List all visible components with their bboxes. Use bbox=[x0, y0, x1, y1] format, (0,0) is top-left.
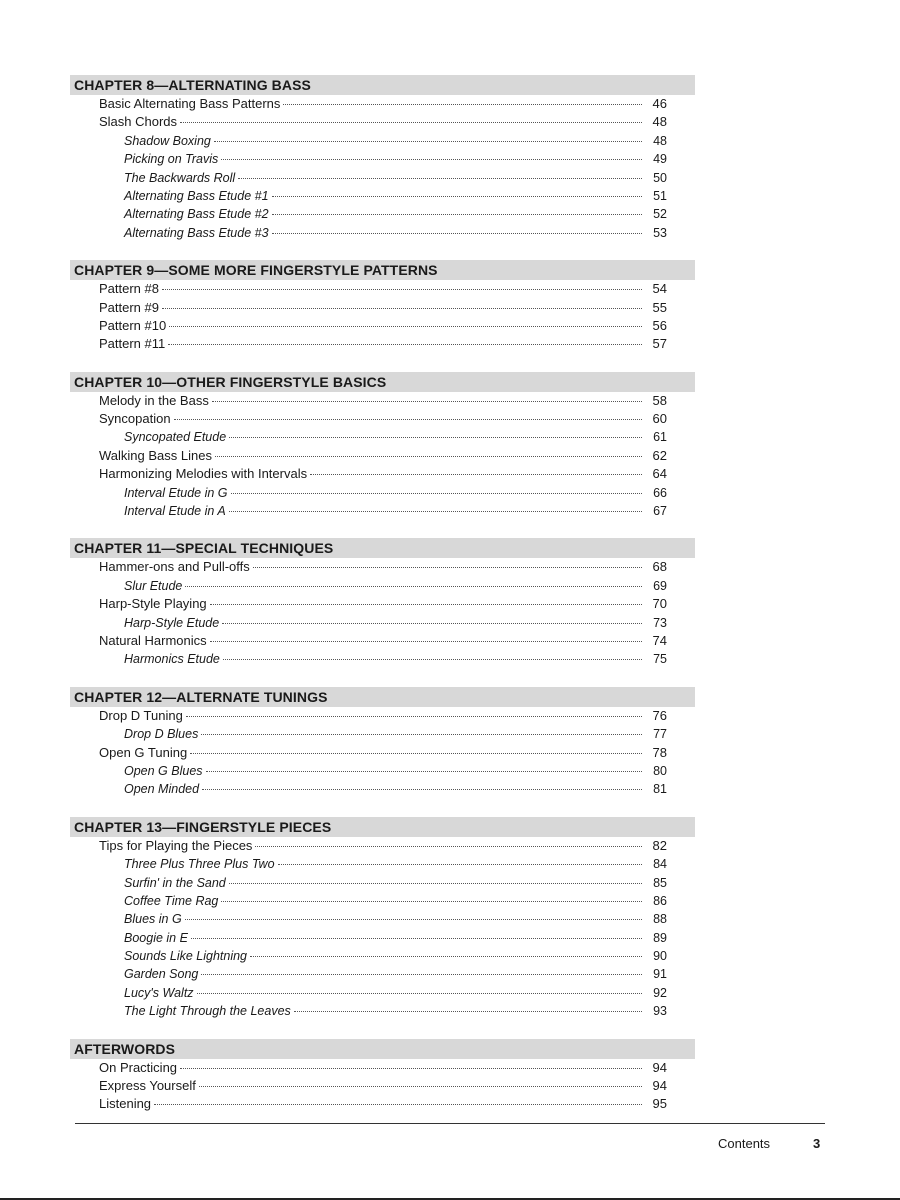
chapter-section bbox=[70, 687, 695, 799]
toc-entry bbox=[70, 632, 695, 650]
dot-leader bbox=[272, 196, 642, 197]
chapter-heading: AFTERWORDS bbox=[70, 1039, 695, 1059]
toc-subentry bbox=[70, 205, 695, 223]
chapter-section bbox=[70, 75, 695, 242]
dot-leader bbox=[272, 233, 642, 234]
dot-leader bbox=[169, 326, 642, 327]
footer-label: Contents bbox=[718, 1136, 771, 1151]
dot-leader bbox=[215, 456, 642, 457]
toc-entry bbox=[70, 744, 695, 762]
dot-leader bbox=[253, 567, 642, 568]
entry-title: Open G Tuning bbox=[99, 744, 188, 760]
entry-title: Harp-Style Playing bbox=[99, 596, 207, 612]
entry-title: Hammer-ons and Pull-offs bbox=[99, 559, 250, 575]
dot-leader bbox=[180, 1068, 642, 1069]
dot-leader bbox=[201, 974, 642, 975]
toc-entry bbox=[70, 1095, 695, 1113]
entry-page-number: 53 bbox=[653, 225, 667, 240]
dot-leader bbox=[162, 308, 642, 309]
toc-subentry bbox=[70, 428, 695, 446]
chapter-heading: CHAPTER 13—FINGERSTYLE PIECES bbox=[70, 817, 695, 837]
footer-page-number: 3 bbox=[813, 1136, 821, 1151]
entry-title: The Light Through the Leaves bbox=[124, 1004, 291, 1019]
toc-entry bbox=[70, 1059, 695, 1077]
footer-rule bbox=[75, 1123, 825, 1124]
entry-page-number: 67 bbox=[653, 504, 667, 519]
table-of-contents bbox=[70, 75, 695, 1132]
toc-entry bbox=[70, 707, 695, 725]
entry-title: Three Plus Three Plus Two bbox=[124, 857, 275, 872]
dot-leader bbox=[310, 474, 642, 475]
entry-page-number: 64 bbox=[652, 466, 667, 482]
entry-title: Slur Etude bbox=[124, 578, 183, 593]
entry-title: Alternating Bass Etude #2 bbox=[124, 207, 269, 222]
toc-subentry bbox=[70, 929, 695, 947]
entry-page-number: 86 bbox=[653, 893, 667, 908]
entry-page-number: 77 bbox=[653, 727, 667, 742]
dot-leader bbox=[278, 864, 642, 865]
entry-title: Alternating Bass Etude #1 bbox=[124, 188, 269, 203]
entry-title: On Practicing bbox=[99, 1059, 178, 1075]
entry-page-number: 92 bbox=[653, 985, 667, 1000]
dot-leader bbox=[229, 511, 642, 512]
toc-subentry bbox=[70, 780, 695, 798]
entry-page-number: 57 bbox=[652, 336, 667, 352]
dot-leader bbox=[186, 716, 642, 717]
entry-page-number: 55 bbox=[652, 299, 667, 315]
entry-page-number: 94 bbox=[652, 1078, 667, 1094]
toc-subentry bbox=[70, 725, 695, 743]
dot-leader bbox=[185, 586, 642, 587]
dot-leader bbox=[197, 993, 642, 994]
entry-title: Natural Harmonics bbox=[99, 632, 207, 648]
toc-entry bbox=[70, 1077, 695, 1095]
dot-leader bbox=[210, 604, 642, 605]
toc-entry bbox=[70, 335, 695, 353]
entry-page-number: 74 bbox=[652, 632, 667, 648]
dot-leader bbox=[229, 437, 642, 438]
entry-page-number: 88 bbox=[653, 912, 667, 927]
toc-entry bbox=[70, 447, 695, 465]
chapter-heading: CHAPTER 12—ALTERNATE TUNINGS bbox=[70, 687, 695, 707]
entry-title: Coffee Time Rag bbox=[124, 893, 219, 908]
entry-title: Pattern #10 bbox=[99, 317, 167, 333]
chapter-section bbox=[70, 372, 695, 521]
entry-page-number: 75 bbox=[653, 652, 667, 667]
dot-leader bbox=[221, 901, 642, 902]
chapter-section bbox=[70, 538, 695, 668]
entry-title: Shadow Boxing bbox=[124, 133, 211, 148]
toc-subentry bbox=[70, 947, 695, 965]
entry-page-number: 54 bbox=[652, 281, 667, 297]
dot-leader bbox=[185, 919, 642, 920]
entry-title: Pattern #11 bbox=[99, 336, 166, 352]
chapter-section bbox=[70, 817, 695, 1021]
entry-title: Listening bbox=[99, 1096, 152, 1112]
entry-title: Interval Etude in A bbox=[124, 504, 226, 519]
toc-subentry bbox=[70, 614, 695, 632]
dot-leader bbox=[229, 883, 642, 884]
entry-title: Picking on Travis bbox=[124, 152, 219, 167]
dot-leader bbox=[222, 623, 642, 624]
toc-subentry bbox=[70, 577, 695, 595]
dot-leader bbox=[294, 1011, 642, 1012]
toc-entry bbox=[70, 837, 695, 855]
toc-subentry bbox=[70, 965, 695, 983]
entry-page-number: 76 bbox=[652, 707, 667, 723]
dot-leader bbox=[190, 753, 642, 754]
toc-entry bbox=[70, 95, 695, 113]
entry-title: Basic Alternating Bass Patterns bbox=[99, 96, 281, 111]
entry-title: Surfin' in the Sand bbox=[124, 875, 226, 890]
entry-page-number: 73 bbox=[653, 615, 667, 630]
toc-entry bbox=[70, 465, 695, 483]
entry-page-number: 68 bbox=[652, 559, 667, 575]
toc-subentry bbox=[70, 224, 695, 242]
chapter-heading: CHAPTER 9—SOME MORE FINGERSTYLE PATTERNS bbox=[70, 260, 695, 280]
entry-title: Walking Bass Lines bbox=[99, 447, 212, 463]
entry-title: Harmonics Etude bbox=[124, 652, 220, 667]
dot-leader bbox=[191, 938, 642, 939]
entry-title: Slash Chords bbox=[99, 114, 178, 130]
entry-page-number: 69 bbox=[653, 578, 667, 593]
entry-page-number: 91 bbox=[653, 967, 667, 982]
entry-page-number: 85 bbox=[653, 875, 667, 890]
entry-page-number: 82 bbox=[652, 837, 667, 853]
entry-title: Harmonizing Melodies with Intervals bbox=[99, 466, 308, 482]
dot-leader bbox=[250, 956, 642, 957]
toc-subentry bbox=[70, 169, 695, 187]
entry-title: Tips for Playing the Pieces bbox=[99, 837, 253, 853]
entry-page-number: 50 bbox=[653, 170, 667, 185]
entry-title: Open G Blues bbox=[124, 763, 203, 778]
toc-subentry bbox=[70, 892, 695, 910]
entry-title: Pattern #8 bbox=[99, 281, 159, 297]
dot-leader bbox=[283, 104, 642, 105]
dot-leader bbox=[238, 178, 642, 179]
entry-page-number: 80 bbox=[653, 763, 667, 778]
entry-page-number: 93 bbox=[653, 1004, 667, 1019]
toc-subentry bbox=[70, 984, 695, 1002]
toc-subentry bbox=[70, 150, 695, 168]
entry-page-number: 95 bbox=[652, 1096, 667, 1112]
entry-title: Open Minded bbox=[124, 782, 200, 797]
dot-leader bbox=[214, 141, 642, 142]
entry-page-number: 84 bbox=[653, 857, 667, 872]
chapter-heading: CHAPTER 11—SPECIAL TECHNIQUES bbox=[70, 538, 695, 558]
toc-entry bbox=[70, 299, 695, 317]
entry-title: Drop D Tuning bbox=[99, 707, 183, 723]
chapter-section bbox=[70, 1039, 695, 1114]
dot-leader bbox=[199, 1086, 642, 1087]
entry-title: Alternating Bass Etude #3 bbox=[124, 225, 269, 240]
dot-leader bbox=[168, 344, 642, 345]
toc-entry bbox=[70, 595, 695, 613]
entry-title: Blues in G bbox=[124, 912, 182, 927]
toc-subentry bbox=[70, 650, 695, 668]
entry-title: Interval Etude in G bbox=[124, 485, 228, 500]
entry-page-number: 58 bbox=[652, 392, 667, 408]
entry-page-number: 66 bbox=[653, 485, 667, 500]
toc-subentry bbox=[70, 187, 695, 205]
dot-leader bbox=[255, 846, 642, 847]
entry-title: Express Yourself bbox=[99, 1078, 196, 1094]
toc-entry bbox=[70, 558, 695, 576]
chapter-section bbox=[70, 260, 695, 354]
entry-title: Syncopated Etude bbox=[124, 430, 227, 445]
entry-page-number: 94 bbox=[652, 1059, 667, 1075]
dot-leader bbox=[162, 289, 642, 290]
entry-title: Melody in the Bass bbox=[99, 392, 209, 408]
entry-title: Lucy's Waltz bbox=[124, 985, 194, 1000]
entry-page-number: 46 bbox=[652, 96, 667, 111]
toc-subentry bbox=[70, 762, 695, 780]
entry-page-number: 90 bbox=[653, 949, 667, 964]
toc-subentry bbox=[70, 910, 695, 928]
toc-subentry bbox=[70, 502, 695, 520]
entry-page-number: 52 bbox=[653, 207, 667, 222]
toc-entry bbox=[70, 317, 695, 335]
toc-subentry bbox=[70, 484, 695, 502]
entry-page-number: 78 bbox=[652, 744, 667, 760]
entry-title: Garden Song bbox=[124, 967, 199, 982]
entry-page-number: 49 bbox=[653, 152, 667, 167]
dot-leader bbox=[154, 1104, 642, 1105]
toc-subentry bbox=[70, 132, 695, 150]
entry-page-number: 51 bbox=[653, 188, 667, 203]
dot-leader bbox=[221, 159, 642, 160]
entry-page-number: 62 bbox=[652, 447, 667, 463]
dot-leader bbox=[231, 493, 642, 494]
chapter-heading: CHAPTER 10—OTHER FINGERSTYLE BASICS bbox=[70, 372, 695, 392]
entry-title: The Backwards Roll bbox=[124, 170, 236, 185]
toc-entry bbox=[70, 410, 695, 428]
dot-leader bbox=[210, 641, 642, 642]
entry-page-number: 81 bbox=[653, 782, 667, 797]
dot-leader bbox=[272, 214, 642, 215]
entry-page-number: 61 bbox=[653, 430, 667, 445]
entry-title: Syncopation bbox=[99, 411, 171, 427]
entry-page-number: 60 bbox=[652, 411, 667, 427]
entry-page-number: 56 bbox=[652, 317, 667, 333]
entry-page-number: 48 bbox=[653, 133, 667, 148]
entry-title: Drop D Blues bbox=[124, 727, 199, 742]
dot-leader bbox=[174, 419, 642, 420]
toc-entry bbox=[70, 392, 695, 410]
toc-subentry bbox=[70, 855, 695, 873]
toc-subentry bbox=[70, 1002, 695, 1020]
dot-leader bbox=[201, 734, 642, 735]
entry-title: Harp-Style Etude bbox=[124, 615, 220, 630]
chapter-heading: CHAPTER 8—ALTERNATING BASS bbox=[70, 75, 695, 95]
entry-page-number: 70 bbox=[652, 596, 667, 612]
dot-leader bbox=[212, 401, 642, 402]
dot-leader bbox=[223, 659, 642, 660]
entry-page-number: 89 bbox=[653, 930, 667, 945]
toc-entry bbox=[70, 280, 695, 298]
toc-entry bbox=[70, 113, 695, 131]
dot-leader bbox=[180, 122, 642, 123]
entry-title: Boogie in E bbox=[124, 930, 188, 945]
toc-subentry bbox=[70, 874, 695, 892]
entry-page-number: 48 bbox=[652, 114, 667, 130]
entry-title: Pattern #9 bbox=[99, 299, 159, 315]
dot-leader bbox=[202, 789, 642, 790]
dot-leader bbox=[206, 771, 642, 772]
entry-title: Sounds Like Lightning bbox=[124, 949, 248, 964]
